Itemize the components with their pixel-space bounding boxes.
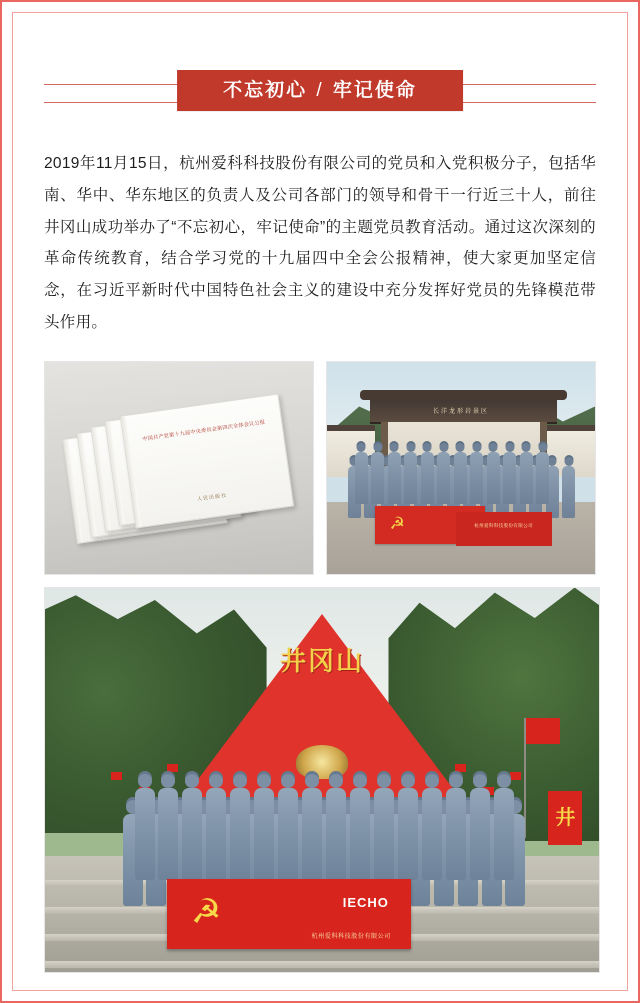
person [158,788,178,880]
company-banner [456,512,552,546]
decor-small-flag [111,772,122,780]
gate-plaque-text: 长洋龙形岩景区 [432,409,490,416]
poster-content [2,64,638,973]
brand-logo-text: IECHO [342,894,389,910]
title-sub-text: 牢记使命 [332,80,417,101]
person [182,788,202,880]
person [494,788,514,880]
person [355,452,368,504]
monument-inscription: 井冈山 [279,646,365,677]
hammer-sickle-icon: ☭ [389,513,405,533]
side-sign: 井 [548,791,582,845]
person [404,452,417,504]
person [302,788,322,880]
person [536,452,549,504]
person [278,788,298,880]
person [422,788,442,880]
person [388,452,401,504]
person [470,452,483,504]
decor-small-flag [510,772,521,780]
person [487,452,500,504]
red-pole-flag [526,718,560,744]
title-main-text: 不忘初心 [223,80,308,101]
person [437,452,450,504]
person [326,788,346,880]
person [454,452,467,504]
person [520,452,533,504]
person [230,788,250,880]
person [206,788,226,880]
person [421,452,434,504]
person [374,788,394,880]
photo-gate-group [326,361,596,575]
photo-row [44,361,596,575]
title-header [44,64,596,122]
booklet-publisher-text: 人民出版社 [196,492,228,503]
booklet-front [120,393,294,528]
booklet-title-text: 中国共产党第十九届中央委员会第四次全体会议公报 [142,419,266,443]
body-paragraph: 2019年11月15日，杭州爱科科技股份有限公司的党员和入党积极分子，包括华南、华中、华东地区的负责人及公司各部门的领导和骨干一行近三十人，前往井冈山成功举办了“不忘初心，牢记使命”的主题党员教育活动。通过这次深刻的革命传统教育，结合学习党的十九届四中全会公报精神，使大家更加坚定信念，在习近平新时代中国特色社会主义的建设中充分发挥好党员的先锋模范带头作用。 [44,155,596,331]
company-name-text: 杭州爱科科技股份有限公司 [311,933,391,940]
company-banner-text: 杭州爱科科技股份有限公司 [474,523,534,529]
person [135,788,155,880]
photo-monument-group [44,587,600,973]
party-flag-banner [167,879,411,949]
photo-document-stack [44,361,314,575]
decor-small-flag [455,764,466,772]
person [398,788,418,880]
person [350,788,370,880]
person [446,788,466,880]
person [371,452,384,504]
person [254,788,274,880]
hammer-sickle-icon: ☭ [190,892,222,931]
person [503,452,516,504]
page-title [177,70,463,111]
person [470,788,490,880]
title-separator: / [316,80,324,101]
person [562,466,575,518]
flower-wreath [296,745,348,779]
stair-step [45,961,599,968]
decor-small-flag [167,764,178,772]
